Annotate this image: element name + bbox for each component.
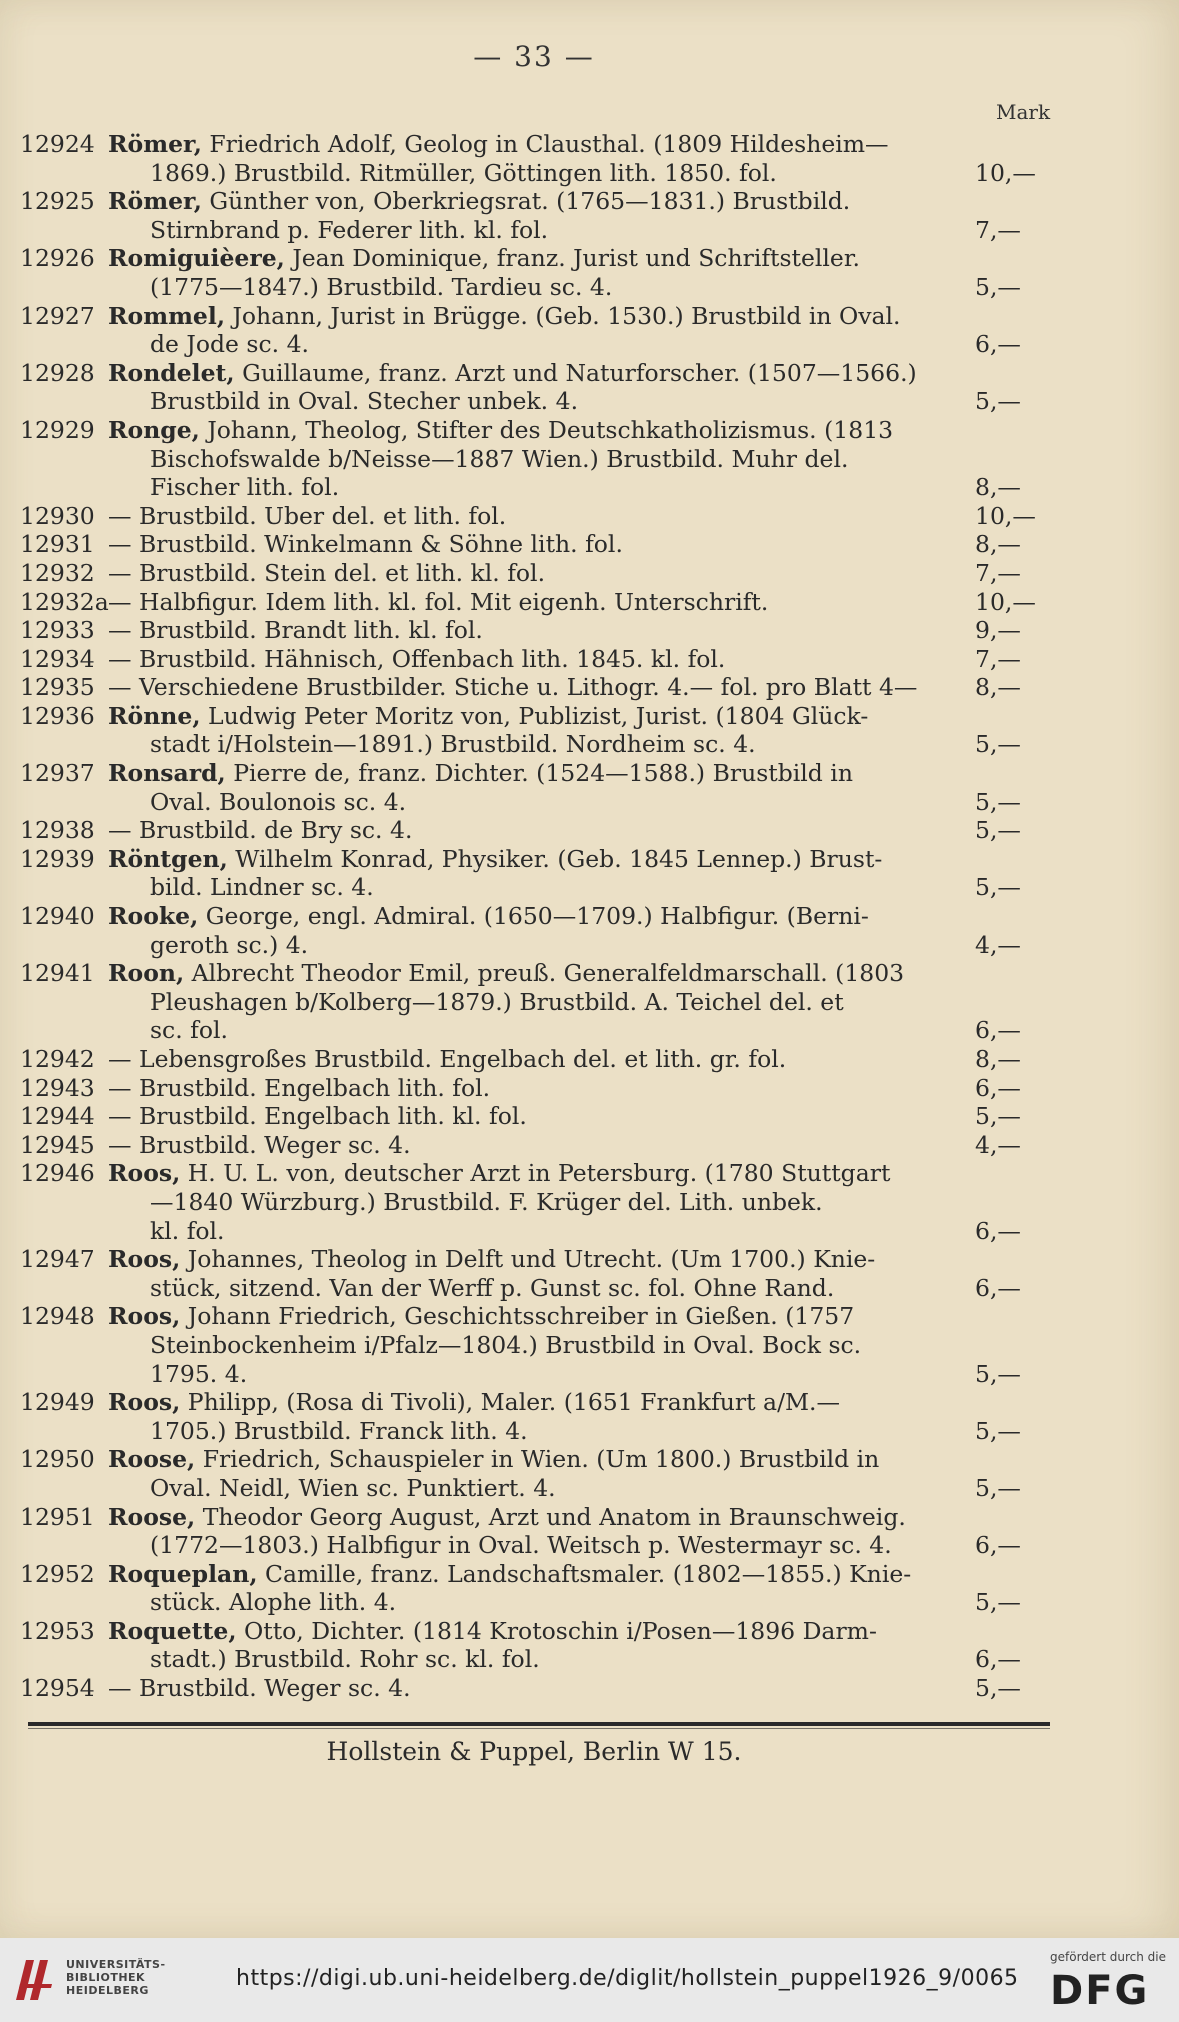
entry-price: 5,— xyxy=(975,387,1021,416)
catalog-entry xyxy=(0,187,1179,244)
entry-line xyxy=(0,616,1179,645)
person-name: Rönne, xyxy=(108,701,201,730)
entry-text: — Lebensgroßes Brustbild. Engelbach del. et lith. gr. fol. xyxy=(108,1045,787,1073)
entry-line xyxy=(0,673,1179,702)
entry-price: 5,— xyxy=(975,1102,1021,1131)
entry-line xyxy=(0,1331,1179,1360)
catalog-entry xyxy=(0,1503,1179,1560)
entry-text-continued: geroth sc.) 4. xyxy=(150,930,309,959)
entry-line xyxy=(0,730,1179,759)
entry-line xyxy=(0,1503,1179,1532)
entry-line xyxy=(0,1674,1179,1703)
entry-number: 12941 xyxy=(20,959,95,988)
entry-text: Roqueplan, Camille, franz. Landschaftsmaler. (1802—1855.) Knie- xyxy=(108,1559,912,1588)
entry-text-continued: Brustbild in Oval. Stecher unbek. 4. xyxy=(150,387,579,416)
entry-line xyxy=(0,1217,1179,1246)
entry-line xyxy=(0,559,1179,588)
entry-number: 12925 xyxy=(20,187,95,216)
entry-text-continued: kl. fol. xyxy=(150,1216,225,1245)
entry-line xyxy=(0,244,1179,273)
entry-line xyxy=(0,1159,1179,1188)
entry-price: 6,— xyxy=(975,1645,1021,1674)
entry-price: 6,— xyxy=(975,1073,1021,1102)
entry-text: Romiguièere, Jean Dominique, franz. Jurist und Schriftsteller. xyxy=(108,244,860,273)
entry-line xyxy=(0,502,1179,531)
entry-line xyxy=(0,273,1179,302)
person-name: Roos, xyxy=(108,1159,181,1188)
entry-price: 5,— xyxy=(975,1473,1021,1502)
viewer-footer xyxy=(0,1938,1179,2022)
catalog-entry xyxy=(0,1245,1179,1302)
entry-line xyxy=(0,445,1179,474)
entry-line xyxy=(0,1560,1179,1589)
entry-number: 12936 xyxy=(20,701,95,730)
entry-line xyxy=(0,530,1179,559)
person-name: Römer, xyxy=(108,130,202,158)
entry-text-continued: Steinbockenheim i/Pfalz—1804.) Brustbild in Oval. Bock sc. xyxy=(150,1330,862,1359)
catalog-entry xyxy=(0,302,1179,359)
person-name: Roos, xyxy=(108,1245,181,1274)
entry-text: Roon, Albrecht Theodor Emil, preuß. Generalfeldmarschall. (1803 xyxy=(108,959,905,988)
entry-text-continued: sc. fol. xyxy=(150,1016,228,1045)
entry-number: 12947 xyxy=(20,1245,95,1274)
entry-line xyxy=(0,1016,1179,1045)
person-name: Ronge, xyxy=(108,415,200,444)
entry-text: — Brustbild. Uber del. et lith. fol. xyxy=(108,501,507,530)
entry-number: 12943 xyxy=(20,1073,95,1102)
entry-number: 12945 xyxy=(20,1130,95,1159)
person-name: Rommel, xyxy=(108,301,225,330)
catalog-entry xyxy=(0,1302,1179,1388)
entry-number: 12929 xyxy=(20,415,95,444)
catalog-entry xyxy=(0,816,1179,845)
catalog-entries xyxy=(0,130,1179,1703)
entry-line xyxy=(0,759,1179,788)
person-name: Roos, xyxy=(108,1388,181,1417)
entry-number: 12951 xyxy=(20,1502,95,1531)
catalog-entry xyxy=(0,559,1179,588)
entry-price: 7,— xyxy=(975,644,1021,673)
entry-text: Roos, Philipp, (Rosa di Tivoli), Maler. (1651 Frankfurt a/M.— xyxy=(108,1388,841,1417)
entry-line xyxy=(0,645,1179,674)
entry-price: 5,— xyxy=(975,1674,1021,1703)
entry-line xyxy=(0,1531,1179,1560)
catalog-entry xyxy=(0,702,1179,759)
entry-number: 12950 xyxy=(20,1445,95,1474)
entry-number: 12931 xyxy=(20,530,95,559)
catalog-entry xyxy=(0,130,1179,187)
entry-text-continued: (1775—1847.) Brustbild. Tardieu sc. 4. xyxy=(150,272,613,301)
entry-line xyxy=(0,1617,1179,1646)
entry-line xyxy=(0,1274,1179,1303)
entry-text: Rondelet, Guillaume, franz. Arzt und Naturforscher. (1507—1566.) xyxy=(108,358,917,387)
entry-text: — Halbfigur. Idem lith. kl. fol. Mit eigenh. Unterschrift. xyxy=(108,587,769,616)
entry-line xyxy=(0,931,1179,960)
person-name: Roquette, xyxy=(108,1616,237,1645)
person-name: Rondelet, xyxy=(108,358,235,387)
entry-text-continued: stadt i/Holstein—1891.) Brustbild. Nordheim sc. 4. xyxy=(150,730,756,759)
entry-price: 6,— xyxy=(975,1016,1021,1045)
entry-price: 5,— xyxy=(975,873,1021,902)
entry-text: Rönne, Ludwig Peter Moritz von, Publizist, Jurist. (1804 Glück- xyxy=(108,701,869,730)
entry-text: — Brustbild. Engelbach lith. kl. fol. xyxy=(108,1102,527,1131)
entry-number: 12954 xyxy=(20,1674,95,1703)
person-name: Röntgen, xyxy=(108,844,228,873)
catalog-entry xyxy=(0,1445,1179,1502)
entry-price: 5,— xyxy=(975,1588,1021,1617)
catalog-entry xyxy=(0,1102,1179,1131)
catalog-entry xyxy=(0,1159,1179,1245)
entry-price: 6,— xyxy=(975,1273,1021,1302)
catalog-entry xyxy=(0,359,1179,416)
catalog-entry xyxy=(0,1674,1179,1703)
divider-rule-thin xyxy=(28,1728,1050,1729)
person-name: Roon, xyxy=(108,959,185,988)
entry-text: — Brustbild. Weger sc. 4. xyxy=(108,1674,411,1703)
entry-text: Rommel, Johann, Jurist in Brügge. (Geb. 1530.) Brustbild in Oval. xyxy=(108,301,901,330)
entry-price: 8,— xyxy=(975,673,1021,702)
entry-price: 8,— xyxy=(975,1045,1021,1073)
catalog-entry xyxy=(0,645,1179,674)
entry-text: — Brustbild. Winkelmann & Söhne lith. fol. xyxy=(108,530,623,559)
entry-text-continued: stadt.) Brustbild. Rohr sc. kl. fol. xyxy=(150,1645,540,1674)
entry-text: Römer, Günther von, Oberkriegsrat. (1765—1831.) Brustbild. xyxy=(108,187,851,216)
permalink-url[interactable]: https://digi.ub.uni-heidelberg.de/diglit/hollstein_puppel1926_9/0065 xyxy=(236,1966,1019,1991)
entry-text: Roos, Johann Friedrich, Geschichtsschreiber in Gießen. (1757 xyxy=(108,1302,855,1331)
catalog-entry xyxy=(0,1074,1179,1103)
entry-price: 6,— xyxy=(975,330,1021,359)
entry-price: 7,— xyxy=(975,558,1021,587)
entry-line xyxy=(0,588,1179,617)
entry-line xyxy=(0,845,1179,874)
price-column-header: Mark xyxy=(996,100,1051,124)
entry-text-continued: Oval. Boulonois sc. 4. xyxy=(150,787,407,816)
catalog-entry xyxy=(0,616,1179,645)
entry-number: 12932 xyxy=(20,558,95,587)
entry-line xyxy=(0,902,1179,931)
entry-number: 12942 xyxy=(20,1045,95,1073)
funding-note: gefördert durch die xyxy=(1050,1950,1166,1964)
entry-number: 12953 xyxy=(20,1616,95,1645)
catalog-entry xyxy=(0,673,1179,702)
entry-line xyxy=(0,359,1179,388)
catalog-entry xyxy=(0,959,1179,1045)
entry-line xyxy=(0,1188,1179,1217)
entry-text: — Brustbild. Weger sc. 4. xyxy=(108,1130,411,1159)
entry-line xyxy=(0,959,1179,988)
entry-number: 12940 xyxy=(20,902,95,931)
entry-price: 5,— xyxy=(975,272,1021,301)
entry-text-continued: —1840 Würzburg.) Brustbild. F. Krüger del. Lith. unbek. xyxy=(150,1187,823,1216)
person-name: Roose, xyxy=(108,1502,196,1531)
entry-price: 8,— xyxy=(975,473,1021,502)
page-number: — 33 — xyxy=(473,40,595,73)
person-name: Roos, xyxy=(108,1302,181,1331)
entry-text-continued: Fischer lith. fol. xyxy=(150,473,340,502)
entry-number: 12932a xyxy=(20,587,109,616)
entry-number: 12937 xyxy=(20,759,95,788)
entry-line xyxy=(0,1445,1179,1474)
entry-price: 10,— xyxy=(975,501,1036,530)
entry-line xyxy=(0,1074,1179,1103)
entry-text: — Brustbild. Stein del. et lith. kl. fol. xyxy=(108,558,546,587)
entry-number: 12926 xyxy=(20,244,95,273)
entry-line xyxy=(0,1474,1179,1503)
entry-line xyxy=(0,788,1179,817)
entry-line xyxy=(0,1588,1179,1617)
catalog-entry xyxy=(0,502,1179,531)
entry-price: 5,— xyxy=(975,730,1021,759)
entry-text: — Brustbild. Engelbach lith. fol. xyxy=(108,1073,491,1102)
entry-line xyxy=(0,1102,1179,1131)
entry-text: Roose, Theodor Georg August, Arzt und Anatom in Braunschweig. xyxy=(108,1502,906,1531)
entry-text-continued: (1772—1803.) Halbfigur in Oval. Weitsch p. Westermayr sc. 4. xyxy=(150,1531,892,1560)
entry-price: 4,— xyxy=(975,1130,1021,1159)
entry-text: Roose, Friedrich, Schauspieler in Wien. (Um 1800.) Brustbild in xyxy=(108,1445,880,1474)
catalog-entry xyxy=(0,759,1179,816)
entry-text: — Brustbild. Brandt lith. kl. fol. xyxy=(108,616,483,645)
catalog-entry xyxy=(0,588,1179,617)
entry-price: 6,— xyxy=(975,1216,1021,1245)
entry-number: 12934 xyxy=(20,644,95,673)
entry-number: 12939 xyxy=(20,844,95,873)
entry-text: Römer, Friedrich Adolf, Geolog in Clausthal. (1809 Hildesheim— xyxy=(108,130,889,158)
entry-number: 12946 xyxy=(20,1159,95,1188)
entry-number: 12924 xyxy=(20,130,95,158)
entry-price: 8,— xyxy=(975,530,1021,559)
entry-text: Rooke, George, engl. Admiral. (1650—1709.) Halbfigur. (Berni- xyxy=(108,902,869,931)
entry-line xyxy=(0,216,1179,245)
catalog-entry xyxy=(0,530,1179,559)
entry-line xyxy=(0,1302,1179,1331)
entry-price: 10,— xyxy=(975,158,1036,187)
catalog-entry xyxy=(0,902,1179,959)
dfg-logo: DFG xyxy=(1050,1968,1150,2014)
entry-line xyxy=(0,187,1179,216)
catalog-entry xyxy=(0,1131,1179,1160)
person-name: Romiguièere, xyxy=(108,244,285,273)
entry-number: 12927 xyxy=(20,301,95,330)
person-name: Roose, xyxy=(108,1445,196,1474)
entry-text: Roquette, Otto, Dichter. (1814 Krotoschin i/Posen—1896 Darm- xyxy=(108,1616,877,1645)
entry-line xyxy=(0,416,1179,445)
entry-text: Röntgen, Wilhelm Konrad, Physiker. (Geb. 1845 Lennep.) Brust- xyxy=(108,844,883,873)
entry-text: — Brustbild. de Bry sc. 4. xyxy=(108,816,413,845)
catalog-entry xyxy=(0,416,1179,502)
entry-text: Roos, Johannes, Theolog in Delft und Utrecht. (Um 1700.) Knie- xyxy=(108,1245,876,1274)
entry-line xyxy=(0,988,1179,1017)
entry-price: 5,— xyxy=(975,787,1021,816)
catalog-entry xyxy=(0,1617,1179,1674)
entry-line xyxy=(0,1245,1179,1274)
catalog-entry xyxy=(0,1388,1179,1445)
entry-text-continued: stück, sitzend. Van der Werff p. Gunst sc. fol. Ohne Rand. xyxy=(150,1273,835,1302)
entry-text-continued: 1795. 4. xyxy=(150,1359,248,1388)
entry-number: 12944 xyxy=(20,1102,95,1131)
entry-line xyxy=(0,1645,1179,1674)
entry-text-continued: stück. Alophe lith. 4. xyxy=(150,1588,397,1617)
entry-text-continued: Bischofswalde b/Neisse—1887 Wien.) Brustbild. Muhr del. xyxy=(150,444,849,473)
publisher-imprint: Hollstein & Puppel, Berlin W 15. xyxy=(326,1737,742,1766)
entry-text: Ronge, Johann, Theolog, Stifter des Deutschkatholizismus. (1813 xyxy=(108,415,894,444)
entry-number: 12933 xyxy=(20,616,95,645)
entry-text: Roos, H. U. L. von, deutscher Arzt in Petersburg. (1780 Stuttgart xyxy=(108,1159,891,1188)
entry-price: 5,— xyxy=(975,816,1021,845)
entry-number: 12930 xyxy=(20,501,95,530)
entry-text-continued: Stirnbrand p. Federer lith. kl. fol. xyxy=(150,215,549,244)
entry-number: 12935 xyxy=(20,673,95,702)
entry-number: 12948 xyxy=(20,1302,95,1331)
entry-line xyxy=(0,302,1179,331)
entry-price: 9,— xyxy=(975,616,1021,645)
entry-price: 4,— xyxy=(975,930,1021,959)
entry-line xyxy=(0,816,1179,845)
entry-number: 12952 xyxy=(20,1559,95,1588)
entry-text-continued: Oval. Neidl, Wien sc. Punktiert. 4. xyxy=(150,1473,556,1502)
person-name: Rooke, xyxy=(108,902,199,931)
person-name: Ronsard, xyxy=(108,759,226,788)
entry-line xyxy=(0,159,1179,188)
entry-line xyxy=(0,702,1179,731)
entry-number: 12938 xyxy=(20,816,95,845)
entry-text-continued: 1705.) Brustbild. Franck lith. 4. xyxy=(150,1416,528,1445)
entry-text-continued: bild. Lindner sc. 4. xyxy=(150,873,374,902)
entry-text: Ronsard, Pierre de, franz. Dichter. (1524—1588.) Brustbild in xyxy=(108,759,853,788)
library-name: UNIVERSITÄTS- BIBLIOTHEK HEIDELBERG xyxy=(66,1958,166,1997)
entry-line xyxy=(0,130,1179,159)
entry-price: 5,— xyxy=(975,1416,1021,1445)
entry-price: 10,— xyxy=(975,587,1036,616)
entry-line xyxy=(0,1417,1179,1446)
entry-line xyxy=(0,387,1179,416)
person-name: Römer, xyxy=(108,187,202,216)
catalog-entry xyxy=(0,845,1179,902)
catalog-entry xyxy=(0,1560,1179,1617)
entry-number: 12949 xyxy=(20,1388,95,1417)
entry-line xyxy=(0,1045,1179,1074)
entry-text: — Brustbild. Hähnisch, Offenbach lith. 1845. kl. fol. xyxy=(108,644,726,673)
entry-line xyxy=(0,473,1179,502)
catalog-entry xyxy=(0,244,1179,301)
entry-number: 12928 xyxy=(20,358,95,387)
entry-text-continued: 1869.) Brustbild. Ritmüller, Göttingen lith. 1850. fol. xyxy=(150,158,777,187)
entry-line xyxy=(0,1388,1179,1417)
entry-line xyxy=(0,873,1179,902)
entry-text: — Verschiedene Brustbilder. Stiche u. Lithogr. 4.— fol. pro Blatt 4— xyxy=(108,673,918,702)
entry-text-continued: Pleushagen b/Kolberg—1879.) Brustbild. A. Teichel del. et xyxy=(150,987,844,1016)
entry-price: 6,— xyxy=(975,1531,1021,1560)
entry-price: 5,— xyxy=(975,1359,1021,1388)
entry-line xyxy=(0,330,1179,359)
entry-line xyxy=(0,1360,1179,1389)
entry-text-continued: de Jode sc. 4. xyxy=(150,330,309,359)
university-library-logo-icon xyxy=(12,1954,56,2006)
catalog-entry xyxy=(0,1045,1179,1074)
person-name: Roqueplan, xyxy=(108,1559,258,1588)
entry-line xyxy=(0,1131,1179,1160)
entry-price: 7,— xyxy=(975,215,1021,244)
divider-rule xyxy=(28,1722,1050,1726)
